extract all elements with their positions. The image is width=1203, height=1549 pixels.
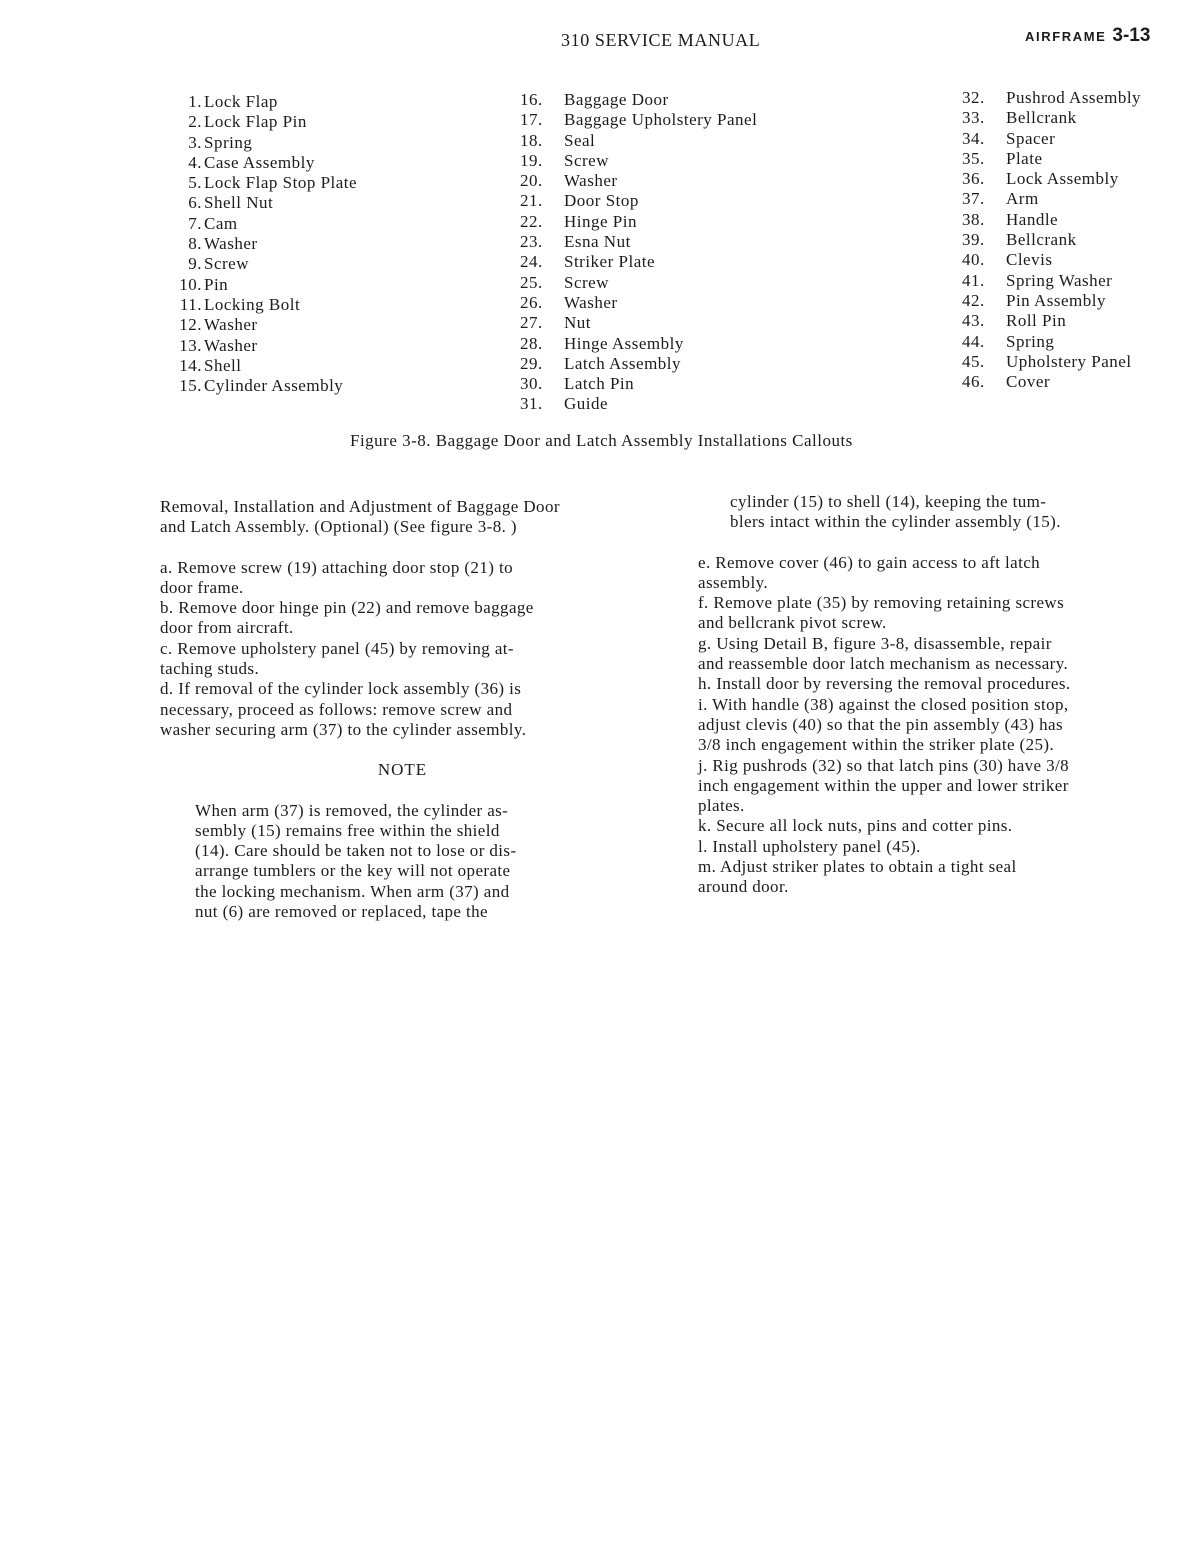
- procedure-step-line: taching studs.: [160, 659, 260, 679]
- callout-label: Latch Assembly: [564, 353, 682, 373]
- callout-label: Door Stop: [564, 191, 639, 211]
- callout-number: 4.: [188, 152, 202, 172]
- callout-label: Spacer: [1006, 128, 1056, 148]
- callout-item: [962, 88, 1141, 108]
- callout-item: [160, 153, 357, 173]
- callout-label: Handle: [1006, 209, 1059, 229]
- section-heading-line: and Latch Assembly. (Optional) (See figure 3-8. ): [160, 517, 517, 537]
- callout-item: [962, 129, 1141, 149]
- callout-item: [962, 230, 1141, 250]
- callout-label: Striker Plate: [564, 252, 656, 272]
- callout-number: 2.: [188, 112, 202, 132]
- procedure-step-line: inch engagement within the upper and lower striker: [698, 775, 1069, 795]
- callout-item: [520, 374, 757, 394]
- callout-item: [962, 250, 1141, 270]
- callout-number: 13.: [179, 335, 202, 355]
- callout-label: Shell Nut: [204, 193, 274, 213]
- callout-number: 36.: [962, 169, 985, 189]
- callout-number: 20.: [520, 171, 543, 191]
- callout-label: Baggage Upholstery Panel: [564, 110, 758, 130]
- callout-number: 40.: [962, 250, 985, 270]
- procedure-step: [698, 756, 1193, 817]
- procedure-step-line: l. Install upholstery panel (45).: [698, 836, 921, 856]
- procedure-step: [160, 598, 650, 639]
- callout-number: 41.: [962, 270, 985, 290]
- callout-label: Spring: [204, 132, 253, 152]
- callout-label: Spring Washer: [1006, 270, 1113, 290]
- callout-label: Pin: [204, 274, 229, 294]
- callout-item: [962, 189, 1141, 209]
- figure-caption: Figure 3-8. Baggage Door and Latch Assembly Installations Callouts: [350, 431, 853, 450]
- callout-number: 32.: [962, 88, 985, 107]
- procedure-step-line: plates.: [698, 796, 745, 816]
- procedure-steps-right: [698, 553, 1193, 898]
- procedure-step-line: and reassemble door latch mechanism as necessary.: [698, 654, 1069, 674]
- callout-label: Hinge Assembly: [564, 333, 684, 353]
- procedure-step-line: e. Remove cover (46) to gain access to aft latch: [698, 552, 1041, 572]
- callout-label: Screw: [564, 272, 609, 292]
- callout-number: 12.: [179, 315, 202, 335]
- callout-label: Locking Bolt: [204, 294, 301, 314]
- procedure-step-line: adjust clevis (40) so that the pin assembly (43) has: [698, 714, 1063, 734]
- callout-number: 27.: [520, 313, 543, 333]
- callout-item: [160, 295, 357, 315]
- callout-label: Bellcrank: [1006, 108, 1077, 128]
- callout-number: 9.: [188, 254, 202, 274]
- callout-number: 22.: [520, 211, 543, 231]
- callout-item: [520, 212, 757, 232]
- callout-label: Cam: [204, 213, 238, 233]
- text-line: blers intact within the cylinder assembly (15).: [730, 512, 1061, 532]
- callout-item: [160, 234, 357, 254]
- callout-number: 29.: [520, 353, 543, 373]
- callout-number: 15.: [179, 376, 202, 396]
- callout-item: [520, 232, 757, 252]
- callout-item: [520, 171, 757, 191]
- callout-number: 45.: [962, 351, 985, 371]
- callout-item: [520, 273, 757, 293]
- callout-label: Nut: [564, 313, 591, 333]
- callout-item: [520, 252, 757, 272]
- callout-label: Pin Assembly: [1006, 290, 1106, 310]
- callout-number: 25.: [520, 272, 543, 292]
- procedure-step-line: washer securing arm (37) to the cylinder assembly.: [160, 719, 527, 739]
- callout-number: 26.: [520, 292, 543, 312]
- callout-item: [962, 108, 1141, 128]
- procedure-step-line: h. Install door by reversing the removal procedures.: [698, 674, 1071, 694]
- callout-item: [160, 92, 357, 112]
- callout-label: Washer: [204, 315, 258, 335]
- callout-item: [962, 311, 1141, 331]
- right-text-column: [698, 492, 1193, 898]
- callout-label: Baggage Door: [564, 90, 669, 109]
- procedure-step-line: necessary, proceed as follows: remove screw and: [160, 699, 513, 719]
- procedure-step-line: m. Adjust striker plates to obtain a tight seal: [698, 857, 1017, 877]
- procedure-steps-left: [160, 558, 650, 741]
- callout-number: 42.: [962, 290, 985, 310]
- callout-item: [160, 336, 357, 356]
- procedure-step-line: j. Rig pushrods (32) so that latch pins (30) have 3/8: [698, 755, 1070, 775]
- text-line: the locking mechanism. When arm (37) and: [195, 881, 510, 901]
- callout-item: [160, 315, 357, 335]
- callout-list-column-1: [160, 92, 357, 396]
- callout-item: [962, 271, 1141, 291]
- callout-item: [520, 334, 757, 354]
- procedure-step-line: k. Secure all lock nuts, pins and cotter pins.: [698, 816, 1013, 836]
- text-line: When arm (37) is removed, the cylinder as-: [195, 800, 509, 820]
- procedure-step: [160, 639, 650, 680]
- callout-number: 7.: [188, 213, 202, 233]
- text-line: arrange tumblers or the key will not operate: [195, 861, 511, 881]
- callout-label: Washer: [564, 171, 618, 191]
- callout-label: Shell: [204, 355, 242, 375]
- callout-list-column-2: [520, 90, 757, 415]
- callout-label: Latch Pin: [564, 374, 635, 394]
- callout-label: Guide: [564, 394, 609, 414]
- callout-number: 39.: [962, 230, 985, 250]
- callout-label: Washer: [564, 292, 618, 312]
- procedure-step: [698, 857, 1193, 898]
- note-body: [195, 801, 615, 923]
- callout-item: [520, 394, 757, 414]
- callout-number: 43.: [962, 311, 985, 331]
- callout-label: Roll Pin: [1006, 311, 1067, 331]
- callout-item: [962, 149, 1141, 169]
- callout-number: 37.: [962, 189, 985, 209]
- note-continued: [730, 492, 1170, 533]
- callout-number: 8.: [188, 234, 202, 254]
- callout-label: Pushrod Assembly: [1006, 88, 1142, 107]
- procedure-step-line: 3/8 inch engagement within the striker plate (25).: [698, 735, 1055, 755]
- callout-item: [520, 293, 757, 313]
- callout-number: 6.: [188, 193, 202, 213]
- text-line: (14). Care should be taken not to lose or dis-: [195, 841, 517, 861]
- callout-number: 10.: [179, 274, 202, 294]
- procedure-step-line: d. If removal of the cylinder lock assembly (36) is: [160, 679, 522, 699]
- callout-number: 30.: [520, 374, 543, 394]
- procedure-step-line: b. Remove door hinge pin (22) and remove baggage: [160, 598, 534, 618]
- callout-item: [160, 254, 357, 274]
- procedure-step: [698, 593, 1193, 634]
- callout-label: Esna Nut: [564, 232, 631, 252]
- callout-item: [160, 376, 357, 396]
- callout-label: Arm: [1006, 189, 1039, 209]
- callout-label: Cylinder Assembly: [204, 376, 344, 396]
- callout-item: [520, 313, 757, 333]
- callout-label: Seal: [564, 130, 596, 150]
- callout-number: 17.: [520, 110, 543, 130]
- callout-label: Screw: [564, 150, 609, 170]
- callout-label: Lock Assembly: [1006, 169, 1119, 189]
- callout-number: 28.: [520, 333, 543, 353]
- procedure-step-line: assembly.: [698, 572, 769, 592]
- manual-title: 310 SERVICE MANUAL: [561, 30, 761, 50]
- callout-item: [160, 356, 357, 376]
- callout-label: Hinge Pin: [564, 211, 637, 231]
- procedure-step-line: f. Remove plate (35) by removing retaining screws: [698, 593, 1065, 613]
- callout-label: Lock Flap Pin: [204, 112, 307, 132]
- callout-item: [962, 372, 1141, 392]
- procedure-step: [698, 674, 1193, 694]
- callout-item: [160, 214, 357, 234]
- callout-item: [160, 112, 357, 132]
- procedure-step: [698, 553, 1193, 594]
- page-header-right: [1025, 25, 1150, 47]
- callout-label: Spring: [1006, 331, 1055, 351]
- callout-number: 33.: [962, 108, 985, 128]
- callout-number: 21.: [520, 191, 543, 211]
- callout-item: [520, 151, 757, 171]
- procedure-step-line: door from aircraft.: [160, 618, 294, 638]
- callout-item: [520, 354, 757, 374]
- callout-item: [160, 193, 357, 213]
- section-heading: [160, 497, 650, 538]
- text-line: cylinder (15) to shell (14), keeping the tum-: [730, 492, 1047, 511]
- callout-number: 34.: [962, 128, 985, 148]
- callout-label: Lock Flap Stop Plate: [204, 173, 358, 193]
- procedure-step: [698, 837, 1193, 857]
- procedure-step: [698, 634, 1193, 675]
- callout-item: [160, 173, 357, 193]
- callout-item: [962, 169, 1141, 189]
- callout-list-column-3: [962, 88, 1141, 392]
- procedure-step: [160, 558, 650, 599]
- callout-label: Screw: [204, 254, 249, 274]
- callout-label: Cover: [1006, 372, 1051, 392]
- callout-number: 11.: [179, 294, 202, 314]
- section-heading-line: Removal, Installation and Adjustment of Baggage Door: [160, 497, 560, 516]
- procedure-step-line: i. With handle (38) against the closed position stop,: [698, 694, 1069, 714]
- callout-item: [962, 210, 1141, 230]
- callout-item: [962, 352, 1141, 372]
- callout-item: [520, 110, 757, 130]
- callout-number: 23.: [520, 232, 543, 252]
- page-number: 3-13: [1112, 25, 1151, 46]
- callout-number: 24.: [520, 252, 543, 272]
- callout-item: [520, 90, 757, 110]
- procedure-step-line: g. Using Detail B, figure 3-8, disassemble, repair: [698, 633, 1052, 653]
- procedure-step: [698, 816, 1193, 836]
- callout-number: 16.: [520, 90, 543, 109]
- callout-item: [520, 191, 757, 211]
- callout-number: 14.: [179, 355, 202, 375]
- callout-label: Washer: [204, 335, 258, 355]
- callout-item: [520, 131, 757, 151]
- callout-number: 31.: [520, 394, 543, 414]
- left-text-column: [160, 497, 650, 922]
- callout-item: [160, 275, 357, 295]
- callout-label: Upholstery Panel: [1006, 351, 1132, 371]
- text-line: sembly (15) remains free within the shield: [195, 820, 500, 840]
- procedure-step: [160, 679, 650, 740]
- procedure-step-line: a. Remove screw (19) attaching door stop (21) to: [160, 557, 513, 577]
- procedure-step-line: c. Remove upholstery panel (45) by removing at-: [160, 638, 514, 658]
- callout-number: 35.: [962, 148, 985, 168]
- callout-label: Plate: [1006, 148, 1043, 168]
- procedure-step: [698, 695, 1193, 756]
- procedure-step-line: door frame.: [160, 577, 244, 597]
- callout-label: Clevis: [1006, 250, 1053, 270]
- callout-item: [962, 291, 1141, 311]
- text-line: nut (6) are removed or replaced, tape the: [195, 902, 488, 922]
- callout-number: 18.: [520, 130, 543, 150]
- note-title: NOTE: [377, 760, 428, 780]
- callout-label: Washer: [204, 234, 258, 254]
- section-name: AIRFRAME: [1025, 29, 1107, 44]
- callout-label: Bellcrank: [1006, 230, 1077, 250]
- procedure-step-line: around door.: [698, 877, 789, 897]
- callout-number: 1.: [188, 92, 202, 111]
- callout-number: 44.: [962, 331, 985, 351]
- callout-number: 46.: [962, 372, 985, 392]
- callout-label: Case Assembly: [204, 152, 315, 172]
- callout-number: 5.: [188, 173, 202, 193]
- callout-number: 19.: [520, 150, 543, 170]
- callout-label: Lock Flap: [204, 92, 278, 111]
- callout-number: 38.: [962, 209, 985, 229]
- callout-item: [160, 133, 357, 153]
- procedure-step-line: and bellcrank pivot screw.: [698, 613, 887, 633]
- callout-number: 3.: [188, 132, 202, 152]
- callout-item: [962, 332, 1141, 352]
